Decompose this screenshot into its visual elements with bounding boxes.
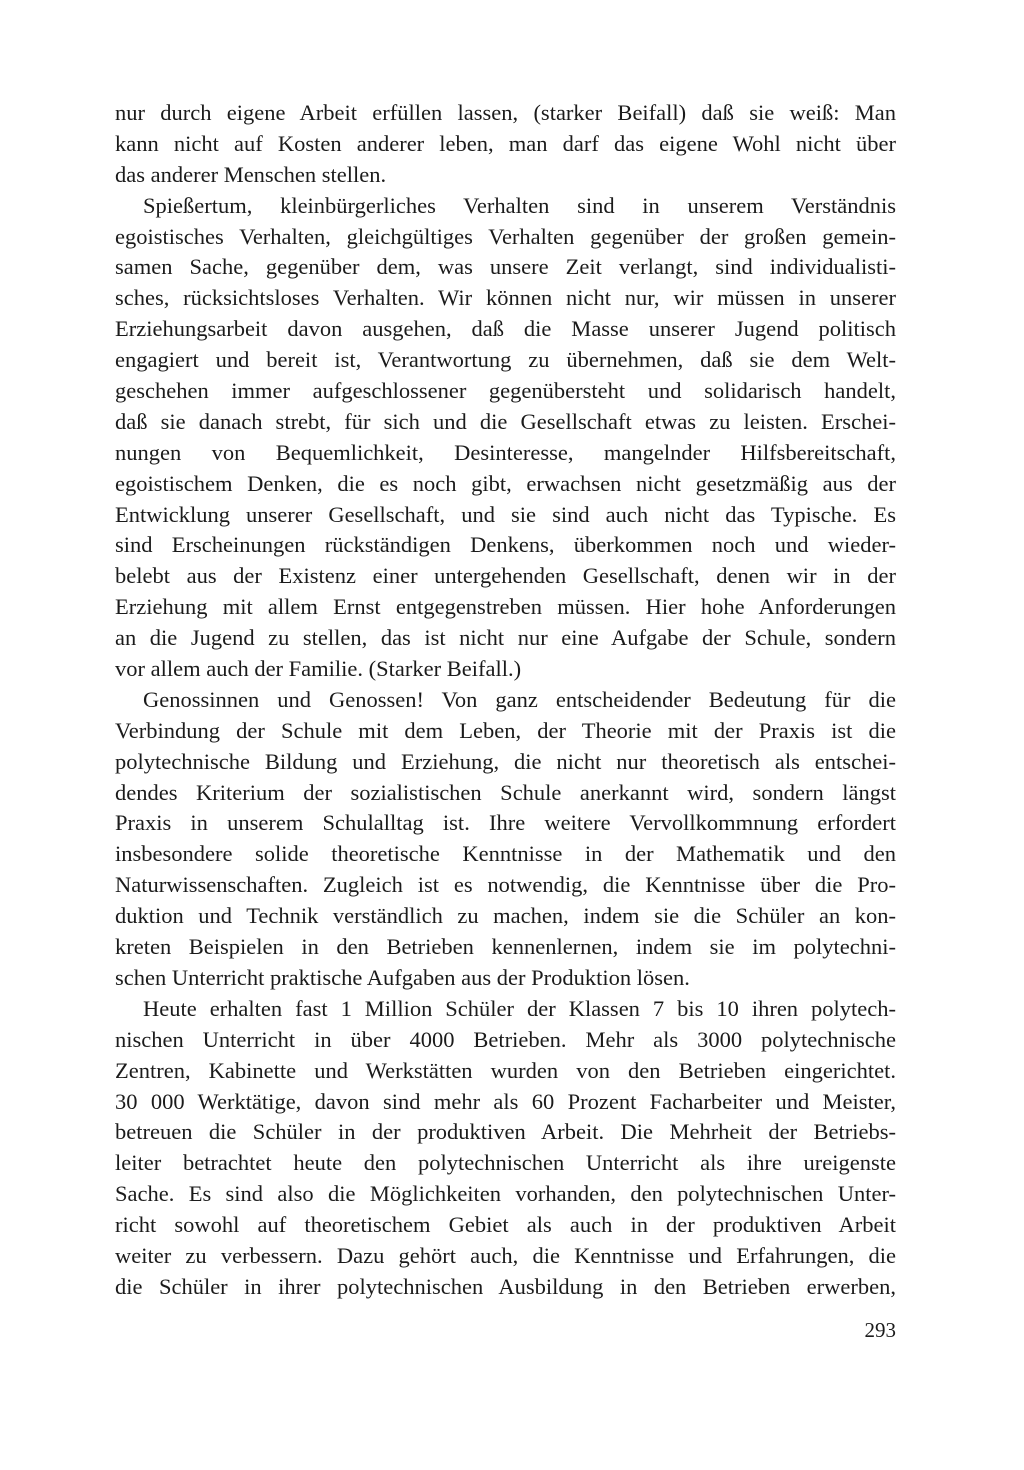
text-line: polytechnische Bildung und Erziehung, die nicht nur theoretisch als entschei- — [115, 748, 896, 774]
body-text — [115, 98, 896, 1303]
text-line: Genossinnen und Genossen! Von ganz entscheidender Bedeutung für die — [143, 686, 896, 712]
text-line: vor allem auch der Familie. (Starker Beifall.) — [115, 656, 522, 682]
text-line: Sache. Es sind also die Möglichkeiten vorhanden, den polytechnischen Unter- — [115, 1181, 896, 1207]
text-line: kreten Beispielen in den Betrieben kennenlernen, indem sie im polytechni- — [115, 934, 896, 960]
text-line: nungen von Bequemlichkeit, Desinteresse, mangelnder Hilfsbereitschaft, — [115, 439, 896, 465]
text-line: Verbindung der Schule mit dem Leben, der Theorie mit der Praxis ist die — [115, 717, 896, 743]
text-line: nischen Unterricht in über 4000 Betrieben. Mehr als 3000 polytechnische — [115, 1026, 896, 1052]
text-line: leiter betrachtet heute den polytechnischen Unterricht als ihre ureigenste — [115, 1150, 896, 1176]
text-line: Erziehungsarbeit davon ausgehen, daß die Masse unserer Jugend politisch — [115, 316, 896, 342]
text-line: betreuen die Schüler in der produktiven Arbeit. Die Mehrheit der Betriebs- — [115, 1119, 896, 1145]
text-line: insbesondere solide theoretische Kenntnisse in der Mathematik und den — [115, 841, 896, 867]
text-line: duktion und Technik verständlich zu machen, indem sie die Schüler an kon- — [115, 903, 896, 929]
text-line: an die Jugend zu stellen, das ist nicht nur eine Aufgabe der Schule, sondern — [115, 625, 896, 651]
text-line: belebt aus der Existenz einer untergehenden Gesellschaft, denen wir in der — [115, 563, 896, 589]
text-line: 30 000 Werktätige, davon sind mehr als 60 Prozent Facharbeiter und Meister, — [115, 1088, 896, 1114]
text-line: Entwicklung unserer Gesellschaft, und sie sind auch nicht das Typische. Es — [115, 501, 896, 527]
text-line: kann nicht auf Kosten anderer leben, man darf das eigene Wohl nicht über — [115, 130, 896, 156]
text-line: das anderer Menschen stellen. — [115, 161, 387, 187]
text-line: dendes Kriterium der sozialistischen Schule anerkannt wird, sondern längst — [115, 779, 896, 805]
text-line: egoistischem Denken, die es noch gibt, erwachsen nicht gesetzmäßig aus der — [115, 470, 896, 496]
text-line: Erziehung mit allem Ernst entgegenstreben müssen. Hier hohe Anforderungen — [115, 594, 896, 620]
text-line: Zentren, Kabinette und Werkstätten wurden von den Betrieben eingerichtet. — [115, 1057, 896, 1083]
text-line: schen Unterricht praktische Aufgaben aus der Produktion lösen. — [115, 964, 690, 990]
text-line: weiter zu verbessern. Dazu gehört auch, die Kenntnisse und Erfahrungen, die — [115, 1242, 896, 1268]
text-line: die Schüler in ihrer polytechnischen Ausbildung in den Betrieben erwerben, — [115, 1273, 896, 1299]
text-line: geschehen immer aufgeschlossener gegenübersteht und solidarisch handelt, — [115, 378, 896, 404]
text-line: nur durch eigene Arbeit erfüllen lassen, (starker Beifall) daß sie weiß: Man — [115, 100, 896, 125]
text-line: richt sowohl auf theoretischem Gebiet als auch in der produktiven Arbeit — [115, 1212, 896, 1238]
text-line: engagiert und bereit ist, Verantwortung zu übernehmen, daß sie dem Welt- — [115, 347, 896, 373]
text-line: daß sie danach strebt, für sich und die Gesellschaft etwas zu leisten. Erschei- — [115, 408, 896, 434]
page-number: 293 — [864, 1318, 896, 1342]
text-line: egoistisches Verhalten, gleichgültiges Verhalten gegenüber der großen gemein- — [115, 223, 896, 249]
text-line: sches, rücksichtsloses Verhalten. Wir können nicht nur, wir müssen in unserer — [115, 285, 896, 311]
text-line: samen Sache, gegenüber dem, was unsere Zeit verlangt, sind individualisti- — [115, 254, 896, 280]
text-line: Spießertum, kleinbürgerliches Verhalten sind in unserem Verständnis — [143, 192, 896, 218]
text-line: Heute erhalten fast 1 Million Schüler der Klassen 7 bis 10 ihren polytech- — [143, 995, 896, 1021]
text-line: sind Erscheinungen rückständigen Denkens, überkommen noch und wieder- — [115, 532, 896, 558]
text-line: Praxis in unserem Schulalltag ist. Ihre weitere Vervollkommnung erfordert — [115, 810, 896, 836]
text-line: Naturwissenschaften. Zugleich ist es notwendig, die Kenntnisse über die Pro- — [115, 872, 896, 898]
